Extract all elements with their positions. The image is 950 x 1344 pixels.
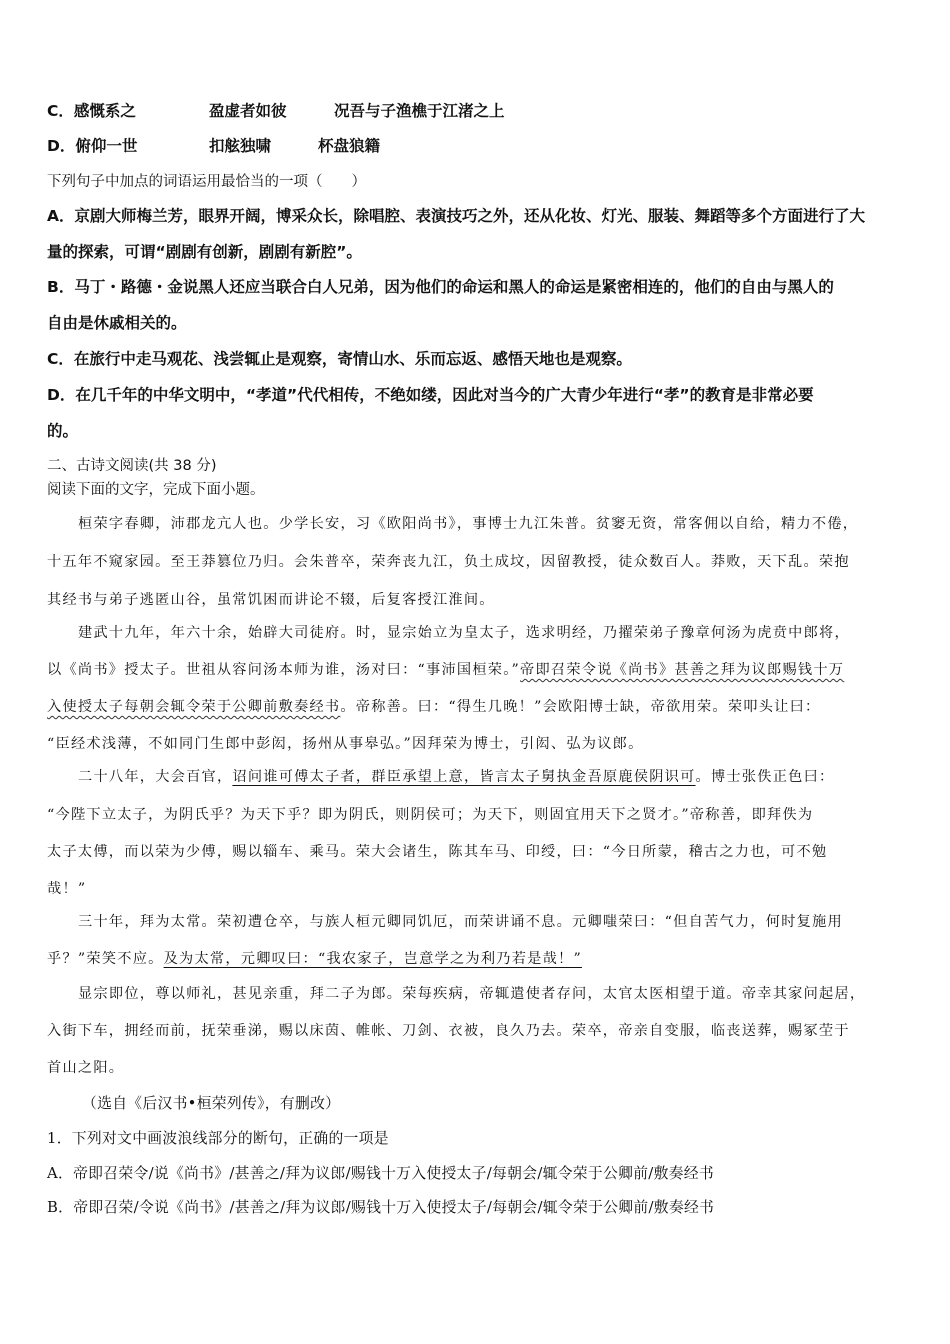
option-item: 扣舷独啸: [209, 137, 272, 155]
section-title: 二、古诗文阅读(共 38 分): [47, 458, 217, 474]
passage-line: [47, 949, 582, 969]
question-stem: 1．下列对文中画波浪线部分的断句，正确的一项是: [47, 1130, 389, 1147]
option-label: D．: [47, 137, 76, 155]
section-intro: 阅读下面的文字，完成下面小题。: [47, 482, 265, 498]
passage-line: 建武十九年，年六十余，始辟大司徒府。时，显宗始立为皇太子，选求明经，乃擢荣弟子豫章何汤为虎贲中郎将，: [78, 625, 850, 641]
passage-text: 。博士张佚正色曰：: [695, 769, 835, 785]
passage-line: 十五年不窥家园。至王莽篡位乃归。会朱普卒，荣奔丧九江，负土成坟，因留教授，徒众数百人。莽败，天下乱。荣抱: [47, 554, 850, 570]
passage-line: [47, 697, 820, 717]
passage-text: 。帝称善。曰：“得生几晚！”会欧阳博士缺，帝欲用荣。荣叩头让曰：: [340, 699, 821, 715]
underlined-text: 及为太常，元卿叹曰：“我农家子，岂意学之为利乃若是哉！”: [163, 951, 582, 967]
answer-option-b-cont: 自由是休戚相关的。: [47, 314, 187, 332]
passage-line: 入街下车，拥经而前，抚荣垂涕，赐以床茵、帷帐、刀剑、衣被，良久乃去。荣卒，帝亲自变服，临丧送葬，赐冢茔于: [47, 1023, 850, 1039]
answer-option-d-cont: 的。: [47, 422, 79, 440]
wavy-underlined-text: 入使授太子每朝会辄令荣于公卿前敷奏经书: [47, 699, 341, 715]
answer-option-a-cont: 量的探索，可谓“剧剧有创新，剧剧有新腔”。: [47, 243, 362, 261]
option-item: 杯盘狼籍: [318, 137, 381, 155]
passage-line: [78, 767, 834, 787]
answer-option-b: B．马丁・路德・金说黑人还应当联合白人兄弟，因为他们的命运和黑人的命运是紧密相连的，他们的自由与黑人的: [47, 278, 834, 296]
passage-source: （选自《后汉书•桓荣列传》，有删改）: [82, 1095, 341, 1112]
option-item: 俯仰一世: [75, 137, 138, 155]
answer-option-a: A．帝即召荣令/说《尚书》/甚善之/拜为议郎/赐钱十万入使授太子/每朝会/辄令荣于公卿前/敷奏经书: [47, 1165, 714, 1182]
option-row-d: [47, 136, 381, 156]
passage-line: [47, 660, 844, 680]
wavy-underlined-text: 帝即召荣令说《尚书》甚善之拜为议郎赐钱十万: [520, 662, 845, 678]
passage-text: 乎？”荣笑不应。: [47, 951, 164, 967]
underlined-text: 诏问谁可傅太子者，群臣承望上意，皆言太子舅执金吾原鹿侯阴识可: [232, 769, 696, 785]
passage-line: 首山之阳。: [47, 1060, 125, 1076]
passage-line: 其经书与弟子逃匿山谷，虽常饥困而讲论不辍，后复客授江淮间。: [47, 592, 495, 608]
passage-line: 哉！”: [47, 881, 87, 897]
answer-option-c: C．在旅行中走马观花、浅尝辄止是观察，寄情山水、乐而忘返、感悟天地也是观察。: [47, 350, 632, 368]
option-item: 盈虚者如彼: [209, 102, 287, 120]
passage-line: 桓荣字春卿，沛郡龙亢人也。少学长安，习《欧阳尚书》，事博士九江朱普。贫窭无资，常客佣以自给，精力不倦，: [78, 516, 859, 532]
passage-line: 太子太傅，而以荣为少傅，赐以辎车、乘马。荣大会诸生，陈其车马、印绶，曰：“今日所蒙，稽古之力也，可不勉: [47, 844, 828, 860]
answer-option-d: D．在几千年的中华文明中，“孝道”代代相传，不绝如缕，因此对当今的广大青少年进行“孝”的教育是非常必要: [47, 386, 814, 404]
option-item: 况吾与子渔樵于江渚之上: [334, 102, 505, 120]
passage-line: 显宗即位，尊以师礼，甚见亲重，拜二子为郎。荣每疾病，帝辄遣使者存问，太官太医相望于道。帝幸其家问起居，: [78, 986, 866, 1002]
option-item: 感慨系之: [73, 102, 136, 120]
passage-text: 二十八年，大会百官，: [78, 769, 233, 785]
option-label: C．: [47, 102, 74, 120]
passage-line: “今陛下立太子，为阴氏乎？为天下乎？即为阴氏，则阴侯可；为天下，则固宜用天下之贤才。”帝称善，即拜佚为: [47, 807, 814, 823]
passage-line: “臣经术浅薄，不如同门生郎中彭闳，扬州从事皋弘。”因拜荣为博士，引闳、弘为议郎。: [47, 736, 644, 752]
answer-option-b: B．帝即召荣/令说《尚书》/甚善之/拜为议郎/赐钱十万入使授太子/每朝会/辄令荣于公卿前/敷奏经书: [47, 1199, 715, 1216]
passage-text: 以《尚书》授太子。世祖从容问汤本师为谁，汤对曰：“事沛国桓荣。”: [47, 662, 521, 678]
answer-option-a: A．京剧大师梅兰芳，眼界开阔，博采众长，除唱腔、表演技巧之外，还从化妆、灯光、服装、舞蹈等多个方面进行了大: [47, 207, 865, 225]
question-stem: 下列句子中加点的词语运用最恰当的一项（ ）: [47, 174, 366, 190]
option-row-c: [47, 101, 505, 121]
passage-line: 三十年，拜为太常。荣初遭仓卒，与族人桓元卿同饥厄，而荣讲诵不息。元卿嗤荣曰：“但自苦气力，何时复施用: [78, 914, 843, 930]
